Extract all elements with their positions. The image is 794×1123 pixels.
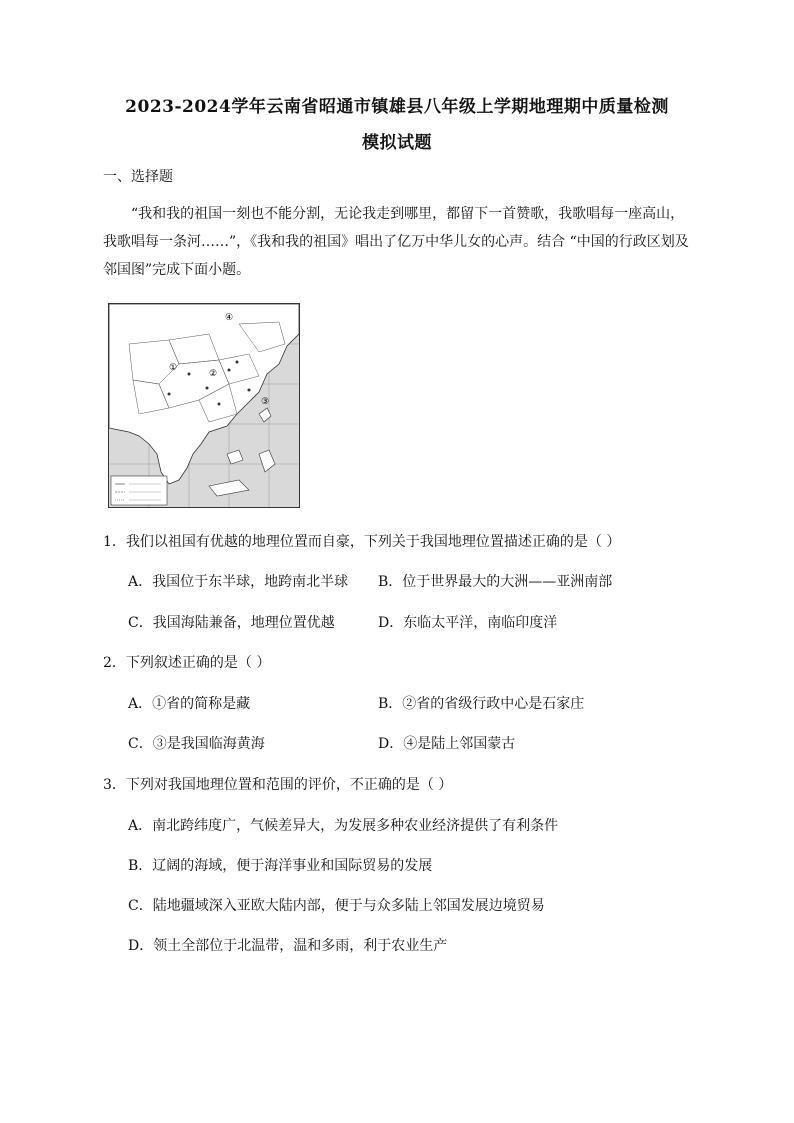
china-admin-map (108, 303, 300, 508)
q1-option-c[interactable]: C．我国海陆兼备，地理位置优越 (128, 615, 335, 631)
question-3-stem: 3．下列对我国地理位置和范围的评价，不正确的是（ ） (103, 777, 453, 793)
q2-option-b[interactable]: B．②省的省级行政中心是石家庄 (378, 696, 585, 712)
section-heading: 一、选择题 (103, 169, 173, 185)
q3-option-a[interactable]: A．南北跨纬度广，气候差异大，为发展多种农业经济提供了有利条件 (128, 818, 559, 834)
doc-title-line2: 模拟试题 (362, 133, 432, 153)
question-1-stem: 1．我们以祖国有优越的地理位置而自豪，下列关于我国地理位置描述正确的是（ ） (103, 534, 621, 550)
q2-option-c[interactable]: C．③是我国临海黄海 (128, 736, 265, 752)
q3-option-c[interactable]: C．陆地疆域深入亚欧大陆内部，便于与众多陆上邻国发展边境贸易 (128, 898, 545, 914)
map-legend (111, 476, 167, 505)
marker-1: ① (169, 363, 178, 373)
map-graphic (109, 304, 299, 507)
doc-title-line1: 2023-2024学年云南省昭通市镇雄县八年级上学期地理期中质量检测 (125, 97, 669, 117)
q3-option-b[interactable]: B．辽阔的海域，便于海洋事业和国际贸易的发展 (128, 858, 433, 874)
q3-option-d[interactable]: D．领土全部位于北温带，温和多雨，利于农业生产 (128, 938, 448, 954)
intro-paragraph: “我和我的祖国一刻也不能分割，无论我走到哪里，都留下一首赞歌，我歌唱每一座高山，我歌唱每一条河……”，《我和我的祖国》唱出了亿万中华儿女的心声。结合 “中国的行政区划及邻国图”完成下面小题。 (103, 206, 689, 278)
q2-option-a[interactable]: A．①省的简称是藏 (128, 696, 251, 712)
question-2-stem: 2．下列叙述正确的是（ ） (103, 655, 271, 671)
marker-4: ④ (225, 313, 234, 323)
q1-option-a[interactable]: A．我国位于东半球，地跨南北半球 (128, 574, 349, 590)
q1-option-d[interactable]: D．东临太平洋，南临印度洋 (378, 615, 558, 631)
q1-option-b[interactable]: B．位于世界最大的大洲——亚洲南部 (378, 574, 613, 590)
marker-2: ② (209, 369, 218, 379)
q2-option-d[interactable]: D．④是陆上邻国蒙古 (378, 736, 516, 752)
marker-3: ③ (261, 397, 270, 407)
